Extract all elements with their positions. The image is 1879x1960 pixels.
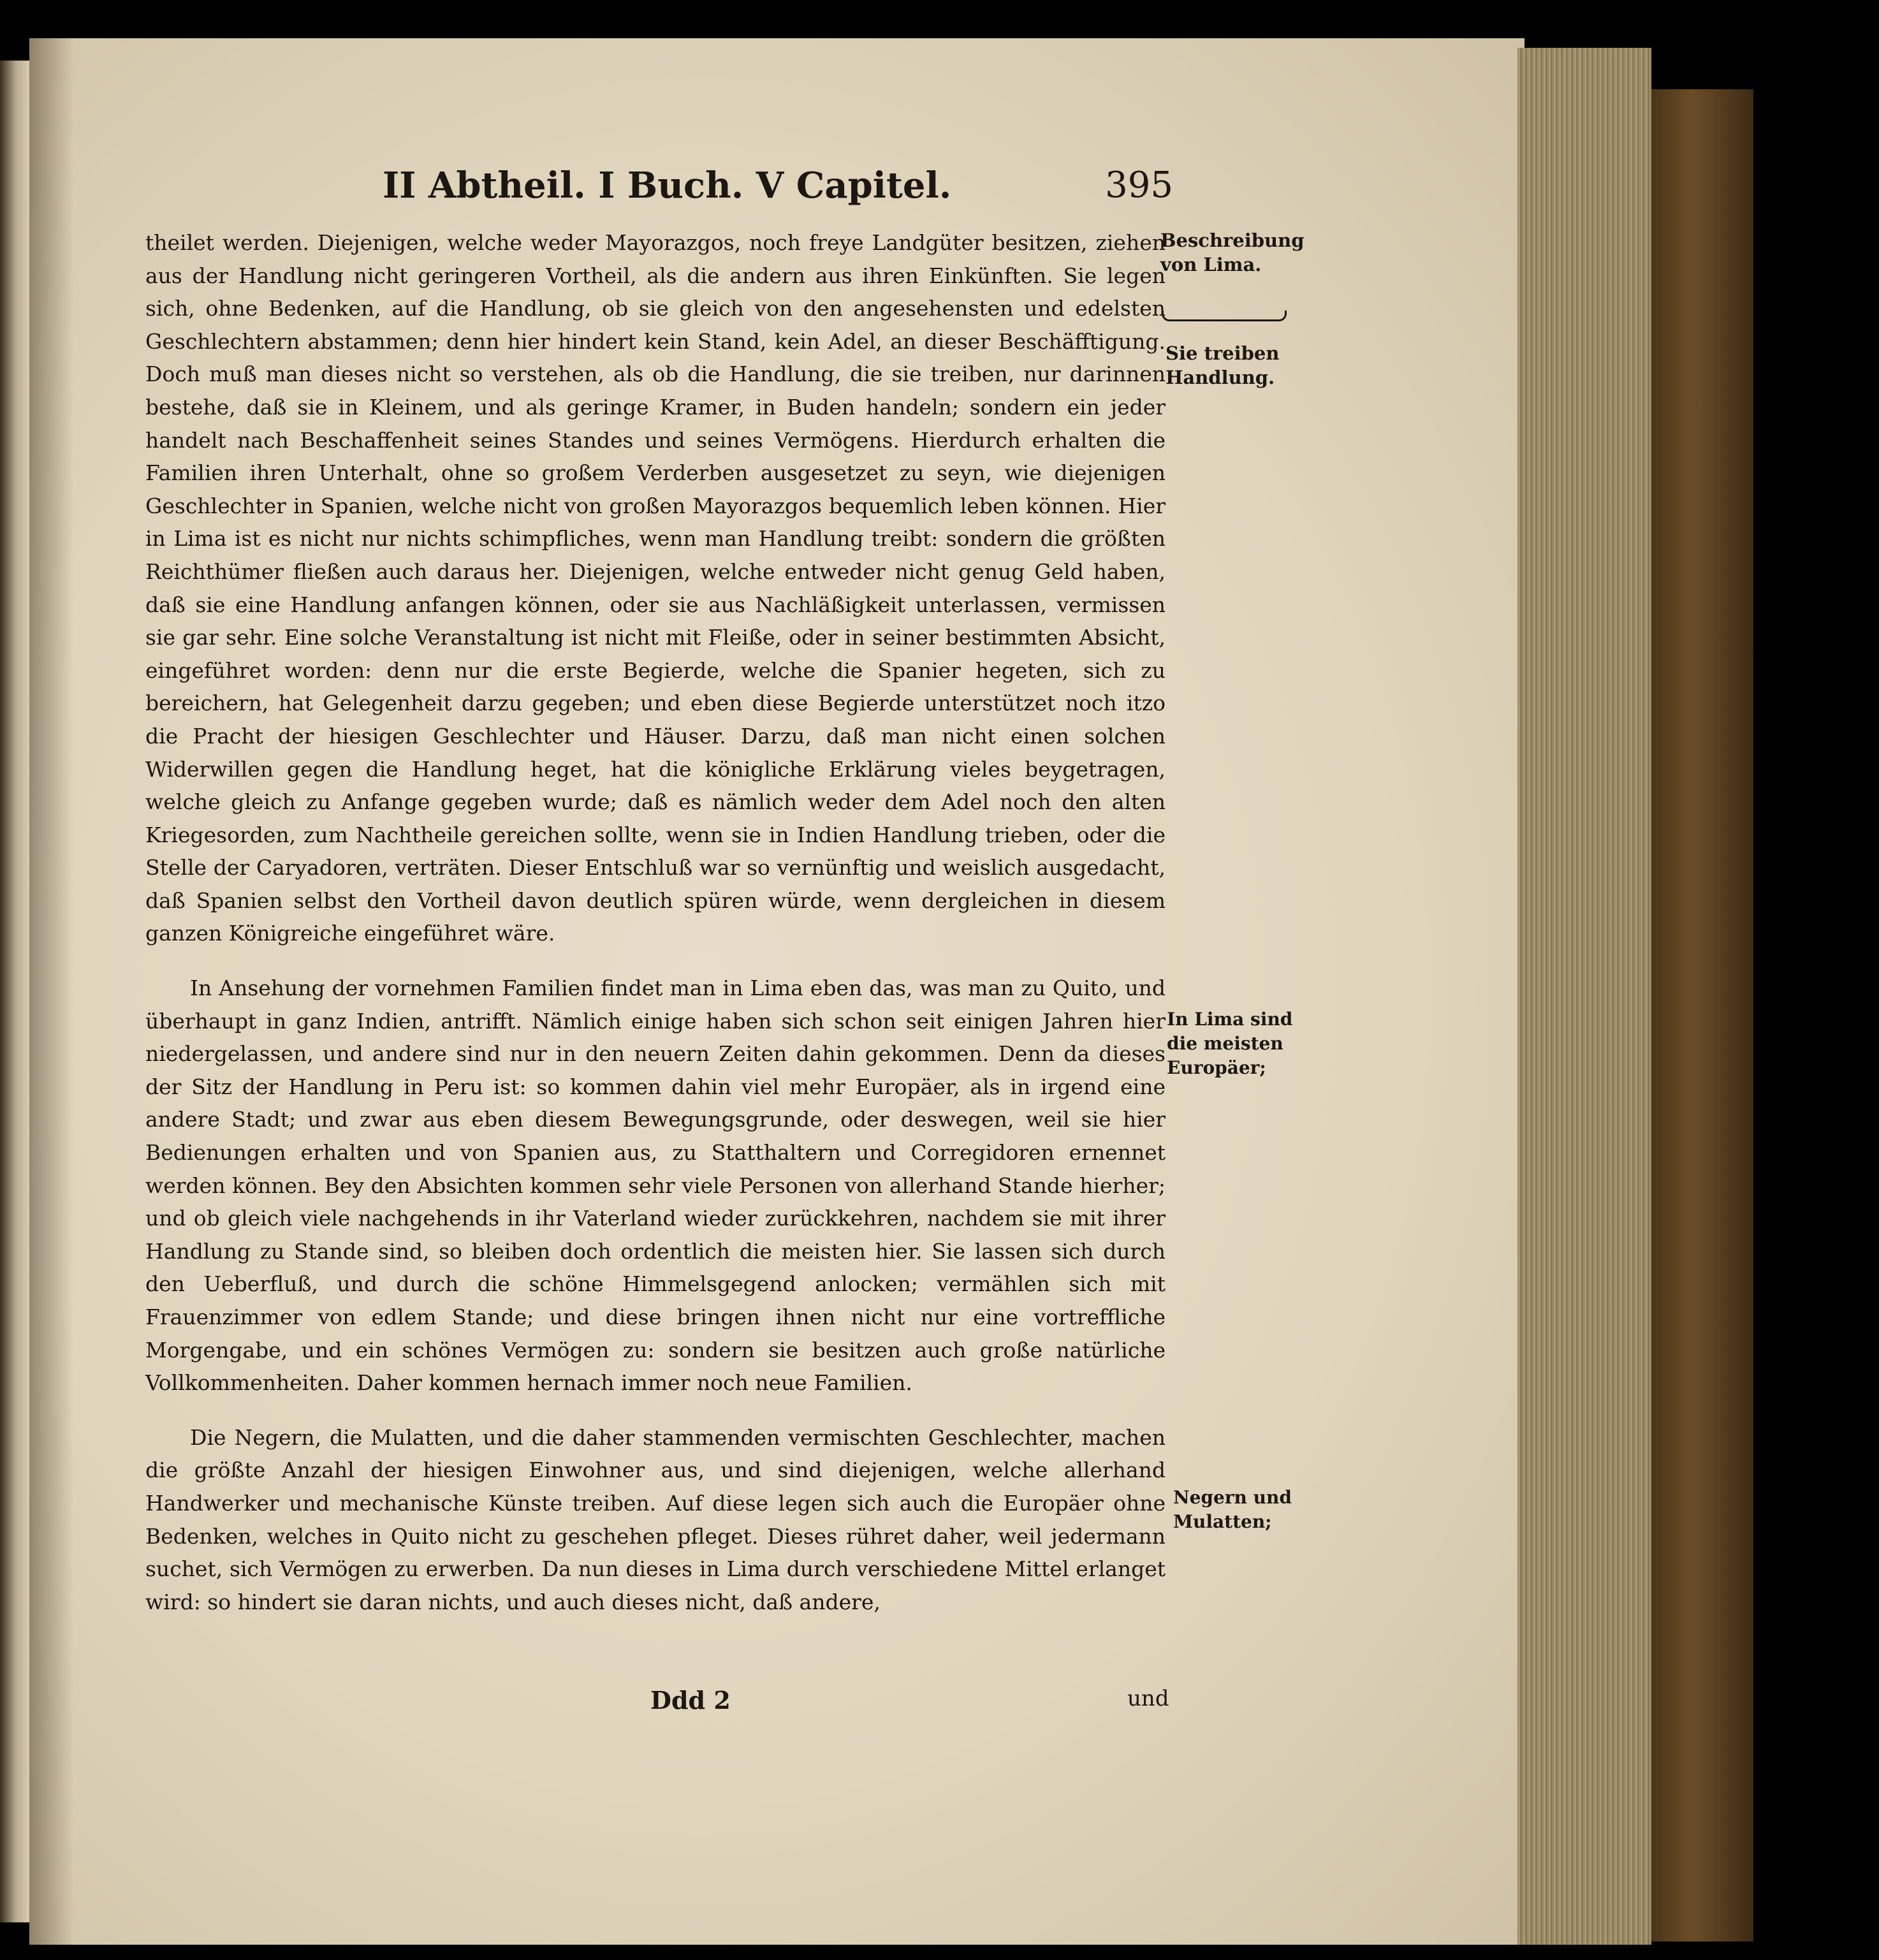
margin-note-europeans: In Lima sind die meisten Europäer; — [1167, 1009, 1293, 1078]
paragraph-2: In Ansehung der vornehmen Familien findet man in Lima eben das, was man zu Quito, und überhaupt in ganz Indien, antrifft. Nämlich einige haben sich schon seit einigen Jahren hier niedergelassen, und andere sind nur in den neuern Zeiten dahin gekommen. Denn da dieses der Sitz der Handlung in Peru ist: so kommen dahin viel mehr Europäer, als in irgend eine andere Stadt; und zwar aus eben diesem Bewegungsgrunde, oder deswegen, weil sie hier Bedienungen erhalten und von Spanien aus, zu Statthaltern und Corregidoren ernennet werden können. Bey den Absichten kommen sehr viele Personen von allerhand Stande hierher; und ob gleich viele nachgehends in ihr Vaterland wieder zurückkehren, nachdem sie mit ihrer Handlung zu Stande sind, so bleiben doch ordentlich die meisten hier. Sie lassen sich durch den Ueberfluß, und durch die schöne Himmelsgegend anlocken; vermählen sich mit Frauenzimmer von edlem Stande; und diese bringen ihnen nicht nur eine vortreffliche Morgengabe, und ein schönes Vermögen zu: sondern sie besitzen auch große natürliche Vollkommenheiten. Daher kommen hernach immer noch neue Familien. — [145, 976, 1166, 1396]
page-number: 395 — [1105, 165, 1173, 206]
book-cover-edge — [1651, 89, 1753, 1942]
margin-note-trade: Sie treiben Handlung. — [1166, 342, 1280, 388]
margin-note-brace — [1162, 311, 1287, 321]
signature-mark: Ddd 2 — [650, 1686, 731, 1715]
catchword: und — [1127, 1686, 1169, 1711]
left-page-edge — [0, 61, 29, 1922]
paragraph-1: theilet werden. Diejenigen, welche weder Mayorazgos, noch freye Landgüter besitzen, ziehen aus der Handlung nicht geringeren Vortheil, als die andern aus ihren Einkünften. Sie legen sich, ohne Bedenken, auf die Handlung, ob sie gleich von den angesehensten und edelsten Geschlechtern abstammen; denn hier hindert kein Stand, kein Adel, an dieser Beschäfftigung. Doch muß man dieses nicht so verstehen, als ob die Handlung, die sie treiben, nur darinnen bestehe, daß sie in Kleinem, und als geringe Kramer, in Buden handeln; sondern ein jeder handelt nach Beschaffenheit seines Standes und seines Vermögens. Hierdurch erhalten die Familien ihren Unterhalt, ohne so großem Verderben ausgesetzet zu seyn, wie diejenigen Geschlechter in Spanien, welche nicht von großen Mayorazgos bequemlich leben können. Hier in Lima ist es nicht nur nichts schimpfliches, wenn man Handlung treibt: sondern die größten Reichthümer fließen auch daraus her. Diejenigen, welche entweder nicht genug Geld haben, daß sie eine Handlung anfangen können, oder sie aus Nachläßigkeit unterlassen, vermissen sie gar sehr. Eine solche Veranstaltung ist nicht mit Fleiße, oder in seiner bestimmten Absicht, eingeführet worden: denn nur die erste Begierde, welche die Spanier hegeten, sich zu bereichern, hat Gelegenheit darzu gegeben; und eben diese Begierde unterstützet noch itzo die Pracht der hiesigen Geschlechter und Häuser. Darzu, daß man nicht einen solchen Widerwillen gegen die Handlung heget, hat die königliche Erklärung vieles beygetragen, welche gleich zu Anfange gegeben wurde; daß es nämlich weder dem Adel noch den alten Kriegesorden, zum Nachtheile gereichen sollte, wenn sie in Indien Handlung trieben, oder die Stelle der Caryadoren, verträten. Dieser Entschluß war so vernünftig und weislich ausgedacht, daß Spanien selbst den Vortheil davon deutlich spüren würde, wenn dergleichen in diesem ganzen Königreiche eingeführet wäre. — [145, 230, 1166, 946]
running-head-title: II Abtheil. I Buch. V Capitel. — [383, 165, 952, 207]
margin-note-negroes-mulattoes: Negern und Mulatten; — [1173, 1487, 1292, 1532]
body-text — [145, 226, 1166, 1618]
page-gutter-shadow — [29, 38, 74, 1945]
running-head — [383, 165, 1173, 216]
paragraph-3: Die Negern, die Mulatten, und die daher stammenden vermischten Geschlechter, machen die größte Anzahl der hiesigen Einwohner aus, und sind diejenigen, welche allerhand Handwerker und mechanische Künste treiben. Auf diese legen sich auch die Europäer ohne Bedenken, welches in Quito nicht zu geschehen pfleget. Dieses rühret daher, weil jedermann suchet, sich Vermögen zu erwerben. Da nun dieses in Lima durch verschiedene Mittel erlanget wird: so hindert sie daran nichts, und auch dieses nicht, daß andere, — [145, 1424, 1166, 1614]
stacked-page-edges — [1517, 48, 1651, 1945]
margin-note-description-of-lima: Beschreibung von Lima. — [1160, 230, 1305, 275]
